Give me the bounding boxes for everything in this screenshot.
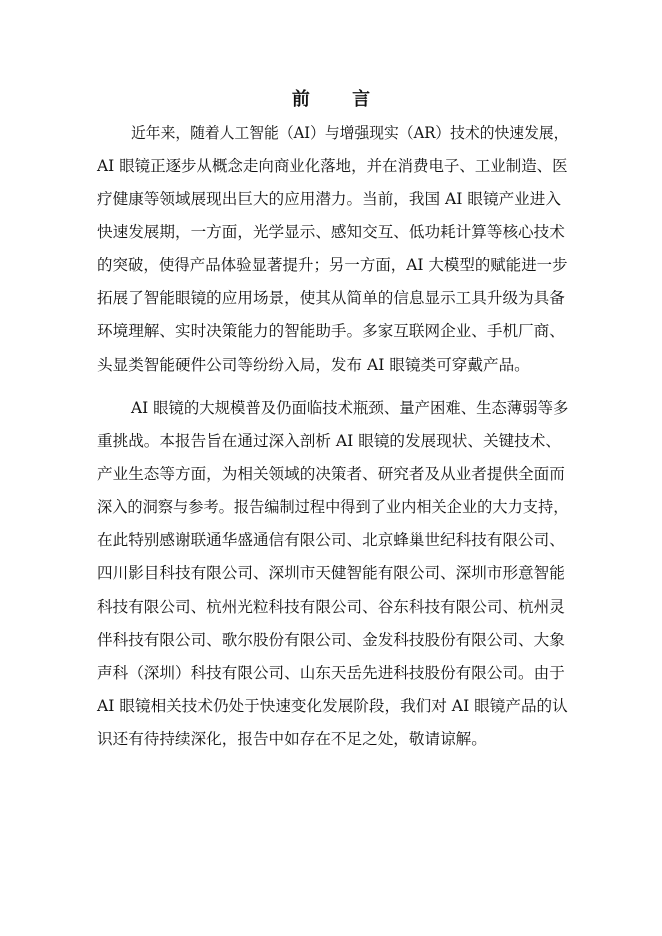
- paragraph-1-line-2: AI 眼镜正逐步从概念走向商业化落地，并在消费电子、工业制造、医: [97, 157, 568, 175]
- paragraph-2-line-4: 深入的洞察与参考。报告编制过程中得到了业内相关企业的大力支持，: [97, 498, 569, 516]
- paragraph-2-line-9: 声科（深圳）科技有限公司、山东天岳先进科技股份有限公司。由于: [97, 664, 565, 682]
- paragraph-2-line-5: 在此特别感谢联通华盛通信有限公司、北京蜂巢世纪科技有限公司、: [97, 531, 565, 549]
- paragraph-2-line-11: 识还有待持续深化，报告中如存在不足之处，敬请谅解。: [97, 730, 487, 748]
- paragraph-1-line-5: 的突破，使得产品体验显著提升；另一方面，AI 大模型的赋能进一步: [97, 256, 568, 274]
- paragraph-2-line-3: 产业生态等方面，为相关领域的决策者、研究者及从业者提供全面而: [97, 465, 565, 483]
- paragraph-1-line-4: 快速发展期，一方面，光学显示、感知交互、低功耗计算等核心技术: [97, 223, 565, 241]
- paragraph-2-line-1: AI 眼镜的大规模普及仍面临技术瓶颈、量产困难、生态薄弱等多: [131, 399, 569, 417]
- paragraph-1-line-8: 头显类智能硬件公司等纷纷入局，发布 AI 眼镜类可穿戴产品。: [97, 356, 530, 374]
- page-title: 前 言: [291, 89, 389, 110]
- paragraph-2-line-10: AI 眼镜相关技术仍处于快速变化发展阶段，我们对 AI 眼镜产品的认: [97, 697, 568, 715]
- paragraph-1-line-1: 近年来，随着人工智能（AI）与增强现实（AR）技术的快速发展，: [131, 124, 569, 142]
- paragraph-2-line-8: 伴科技有限公司、歌尔股份有限公司、金发科技股份有限公司、大象: [97, 631, 565, 649]
- paragraph-1-line-6: 拓展了智能眼镜的应用场景，使其从简单的信息显示工具升级为具备: [97, 289, 565, 307]
- paragraph-2-line-2: 重挑战。本报告旨在通过深入剖析 AI 眼镜的发展现状、关键技术、: [97, 432, 561, 450]
- paragraph-2-line-7: 科技有限公司、杭州光粒科技有限公司、谷东科技有限公司、杭州灵: [97, 598, 565, 616]
- paragraph-2-line-6: 四川影目科技有限公司、深圳市天健智能有限公司、深圳市形意智能: [97, 564, 565, 582]
- paragraph-1-line-7: 环境理解、实时决策能力的智能助手。多家互联网企业、手机厂商、: [97, 322, 565, 340]
- paragraph-1-line-3: 疗健康等领域展现出巨大的应用潜力。当前，我国 AI 眼镜产业进入: [97, 190, 561, 208]
